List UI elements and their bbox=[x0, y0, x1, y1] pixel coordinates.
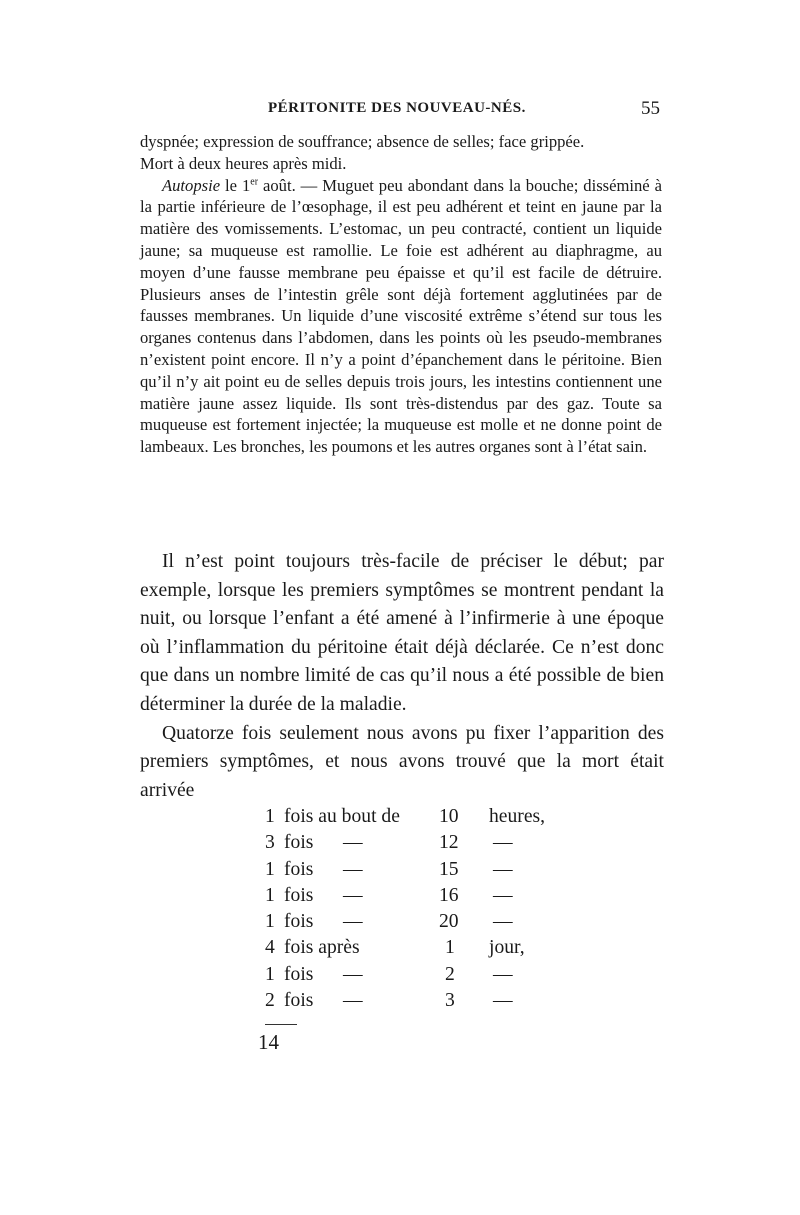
row-unit: — bbox=[493, 858, 513, 880]
autopsie-text: août. — Muguet peu abondant dans la bouche; disséminé à la partie inférieure de l’œsophage, il est peu adhérent et teint en jaune par la matière des vomissements. L’estomac, un peu contracté, contient un liquide jaune; sa muqueuse est ramollie. Le foie est adhérent au diaphragme, au moyen d’une fausse membrane peu épaisse et qu’il est facile de détruire. Plusieurs anses de l’intestin grêle sont déjà fortement agglutinées par de fausses membranes. Un liquide d’une viscosité extrême s’étend sur tous les organes contenus dans l’abdomen, dans les points où les pseudo-membranes n’existent point encore. Il n’y a point d’épanchement dans le péritoine. Bien qu’il n’y ait point eu de selles depuis trois jours, les intestins contiennent une matière jaune assez liquide. Ils sont très-distendus par des gaz. Toute sa muqueuse est fortement injectée; la muqueuse est molle et ne donne point de lambeaux. Les bronches, les poumons et les autres organes sont à l’état sain. bbox=[140, 175, 662, 457]
row-dash: — bbox=[343, 832, 363, 854]
row-fois: fois au bout de bbox=[284, 806, 400, 827]
row-dash: — bbox=[343, 858, 363, 880]
running-head bbox=[140, 98, 660, 124]
table-row bbox=[265, 911, 565, 937]
autopsie-label: Autopsie bbox=[162, 175, 221, 195]
row-fois: fois bbox=[284, 884, 314, 906]
row-fois: fois après bbox=[284, 937, 360, 959]
row-unit: heures, bbox=[489, 806, 546, 827]
row-fois: fois bbox=[284, 858, 314, 880]
row-value: 3 bbox=[445, 990, 455, 1012]
table-row bbox=[265, 937, 565, 963]
case-observation bbox=[140, 131, 662, 458]
row-fois: fois bbox=[284, 832, 314, 854]
row-unit: — bbox=[493, 832, 513, 854]
row-unit: — bbox=[493, 963, 513, 985]
total-rule bbox=[265, 1024, 297, 1025]
row-dash: — bbox=[343, 963, 363, 985]
row-value: 16 bbox=[439, 884, 459, 906]
row-count: 3 bbox=[265, 832, 275, 854]
row-count: 1 bbox=[265, 963, 275, 985]
row-unit: — bbox=[493, 990, 513, 1012]
row-count: 1 bbox=[265, 911, 275, 933]
row-dash: — bbox=[343, 911, 363, 933]
table-row bbox=[265, 964, 565, 990]
paragraph-debut: Il n’est point toujours très-facile de préciser le début; par exemple, lorsque les premiers symptômes se montrent pendant la nuit, ou lorsque l’enfant a été amené à l’infirmerie à une époque où l’inflammation du péritoine était déjà déclarée. Ce n’est donc que dans un nombre limité de cas qu’il nous a été possible de bien déterminer la durée de la maladie. bbox=[140, 551, 664, 715]
row-value: 2 bbox=[445, 963, 455, 985]
row-value: 1 bbox=[445, 937, 455, 959]
row-unit: — bbox=[493, 911, 513, 933]
row-count: 2 bbox=[265, 990, 275, 1012]
row-fois: fois bbox=[284, 963, 314, 985]
row-fois: fois bbox=[284, 990, 314, 1012]
row-unit: — bbox=[493, 884, 513, 906]
main-text bbox=[140, 548, 664, 805]
autopsie-date: le 1 bbox=[220, 175, 251, 195]
page-number: 55 bbox=[641, 98, 660, 119]
autopsie-date-superscript: er bbox=[250, 176, 259, 188]
row-count: 1 bbox=[265, 858, 275, 880]
row-count: 4 bbox=[265, 937, 275, 959]
table-row bbox=[265, 885, 565, 911]
row-dash: — bbox=[343, 884, 363, 906]
case-line-2: Mort à deux heures après midi. bbox=[140, 153, 347, 173]
row-count: 1 bbox=[265, 884, 275, 906]
paragraph-quatorze: Quatorze fois seulement nous avons pu fixer l’apparition des premiers symptômes, et nous avons trouvé que la mort était arrivée bbox=[140, 722, 664, 801]
table-row bbox=[265, 806, 565, 832]
table-total: 14 bbox=[258, 1030, 279, 1054]
duration-table bbox=[265, 806, 565, 1016]
row-fois: fois bbox=[284, 911, 314, 933]
table-row bbox=[265, 859, 565, 885]
running-head-title: PÉRITONITE DES NOUVEAU-NÉS. bbox=[268, 100, 526, 116]
row-value: 12 bbox=[439, 832, 459, 854]
row-dash: — bbox=[343, 990, 363, 1012]
row-value: 15 bbox=[439, 858, 459, 880]
row-value: 10 bbox=[439, 806, 459, 827]
autopsie-paragraph bbox=[140, 175, 662, 458]
row-unit: jour, bbox=[489, 937, 525, 959]
table-row bbox=[265, 990, 565, 1016]
case-line-1: dyspnée; expression de souffrance; absence de selles; face grippée. bbox=[140, 132, 585, 151]
row-value: 20 bbox=[439, 911, 459, 933]
row-count: 1 bbox=[265, 806, 275, 827]
table-row bbox=[265, 832, 565, 858]
